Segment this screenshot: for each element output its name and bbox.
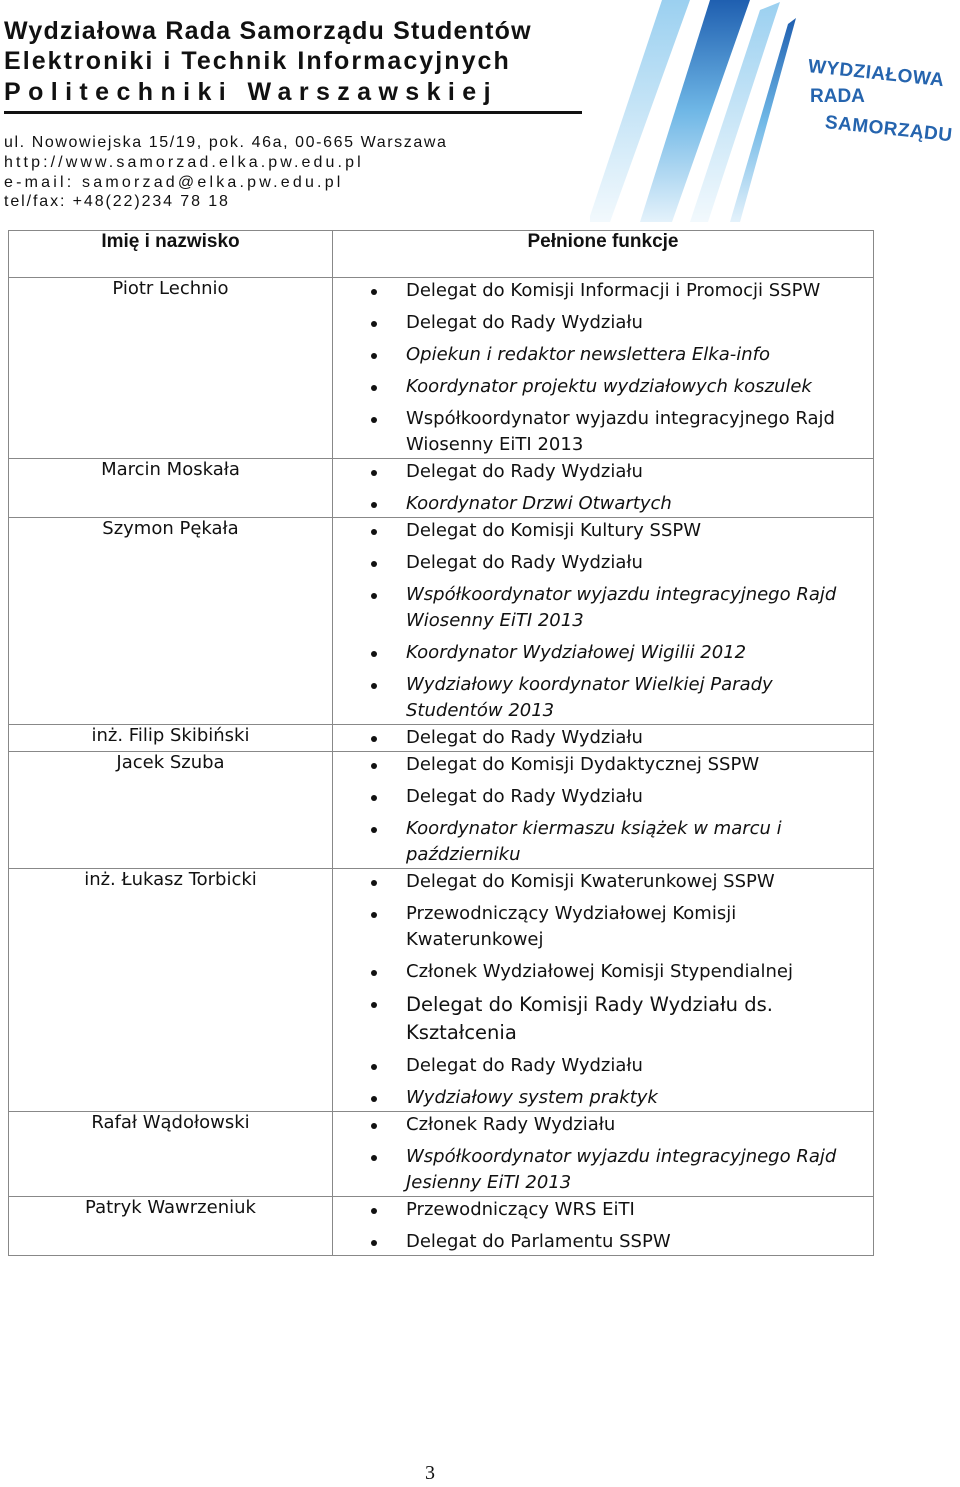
wrs-logo (590, 0, 960, 222)
member-name: Patryk Wawrzeniuk (9, 1197, 333, 1256)
member-name: Szymon Pękała (9, 518, 333, 725)
member-functions (333, 518, 874, 725)
logo-stripes-icon (590, 0, 960, 222)
column-header-name: Imię i nazwisko (9, 231, 333, 278)
function-item: Opiekun i redaktor newslettera Elka-info (333, 342, 873, 368)
table-row (9, 869, 874, 1112)
table-row (9, 752, 874, 869)
function-item: Członek Wydziałowej Komisji Stypendialnej (333, 959, 873, 985)
function-item: Delegat do Komisji Rady Wydziału ds. Kształcenia (333, 991, 873, 1047)
function-item: Wydziałowy koordynator Wielkiej Parady Studentów 2013 (333, 672, 873, 724)
header-title-line-2: Elektroniki i Technik Informacyjnych (4, 47, 511, 75)
function-item: Delegat do Rady Wydziału (333, 784, 873, 810)
function-item: Członek Rady Wydziału (333, 1112, 873, 1138)
website-link[interactable]: http://www.samorzad.elka.pw.edu.pl (4, 154, 364, 171)
logo-text-line-3: SAMORZĄDU (823, 112, 954, 147)
column-header-functions: Pełnione funkcje (333, 231, 874, 278)
function-item: Delegat do Rady Wydziału (333, 550, 873, 576)
member-name: Marcin Moskała (9, 459, 333, 518)
function-item: Koordynator kiermaszu książek w marcu i październiku (333, 816, 873, 868)
function-item: Wydziałowy system praktyk (333, 1085, 873, 1111)
header-title-line-3: Politechniki Warszawskiej (4, 78, 498, 106)
logo-text-line-2: RADA (810, 86, 865, 107)
function-item: Delegat do Rady Wydziału (333, 459, 873, 485)
function-item: Współkoordynator wyjazdu integracyjnego Rajd Wiosenny EiTI 2013 (333, 582, 873, 634)
function-item: Współkoordynator wyjazdu integracyjnego Rajd Wiosenny EiTI 2013 (333, 406, 873, 458)
member-functions (333, 278, 874, 459)
address: ul. Nowowiejska 15/19, pok. 46a, 00-665 Warszawa (4, 134, 448, 151)
table-row (9, 725, 874, 752)
function-item: Delegat do Komisji Kultury SSPW (333, 518, 873, 544)
table-row (9, 518, 874, 725)
member-name: Piotr Lechnio (9, 278, 333, 459)
member-name: Rafał Wądołowski (9, 1112, 333, 1197)
header-title-line-1: Wydziałowa Rada Samorządu Studentów (4, 17, 532, 45)
member-name: inż. Filip Skibiński (9, 725, 333, 752)
member-functions (333, 1112, 874, 1197)
member-name: Jacek Szuba (9, 752, 333, 869)
function-item: Delegat do Komisji Informacji i Promocji SSPW (333, 278, 873, 304)
function-item: Koordynator Wydziałowej Wigilii 2012 (333, 640, 873, 666)
function-item: Przewodniczący Wydziałowej Komisji Kwaterunkowej (333, 901, 873, 953)
member-functions (333, 869, 874, 1112)
function-item: Koordynator Drzwi Otwartych (333, 491, 873, 517)
member-functions (333, 1197, 874, 1256)
function-item: Koordynator projektu wydziałowych koszulek (333, 374, 873, 400)
function-item: Współkoordynator wyjazdu integracyjnego Rajd Jesienny EiTI 2013 (333, 1144, 873, 1196)
function-item: Delegat do Rady Wydziału (333, 310, 873, 336)
table-row (9, 1112, 874, 1197)
table-row (9, 459, 874, 518)
member-name: inż. Łukasz Torbicki (9, 869, 333, 1112)
telfax: tel/fax: +48(22)234 78 18 (4, 193, 230, 210)
function-item: Delegat do Parlamentu SSPW (333, 1229, 873, 1255)
table-header-row (9, 231, 874, 278)
member-functions (333, 725, 874, 752)
page-number: 3 (425, 1462, 435, 1484)
function-item: Przewodniczący WRS EiTI (333, 1197, 873, 1223)
roster-table (8, 230, 874, 1256)
function-item: Delegat do Rady Wydziału (333, 1053, 873, 1079)
table-row (9, 1197, 874, 1256)
function-item: Delegat do Rady Wydziału (333, 725, 873, 751)
member-functions (333, 752, 874, 869)
table-row (9, 278, 874, 459)
logo-text-line-1: WYDZIAŁOWA (806, 56, 946, 92)
header-rule (4, 111, 582, 114)
function-item: Delegat do Komisji Dydaktycznej SSPW (333, 752, 873, 778)
member-functions (333, 459, 874, 518)
email-link[interactable]: e-mail: samorzad@elka.pw.edu.pl (4, 174, 344, 191)
function-item: Delegat do Komisji Kwaterunkowej SSPW (333, 869, 873, 895)
